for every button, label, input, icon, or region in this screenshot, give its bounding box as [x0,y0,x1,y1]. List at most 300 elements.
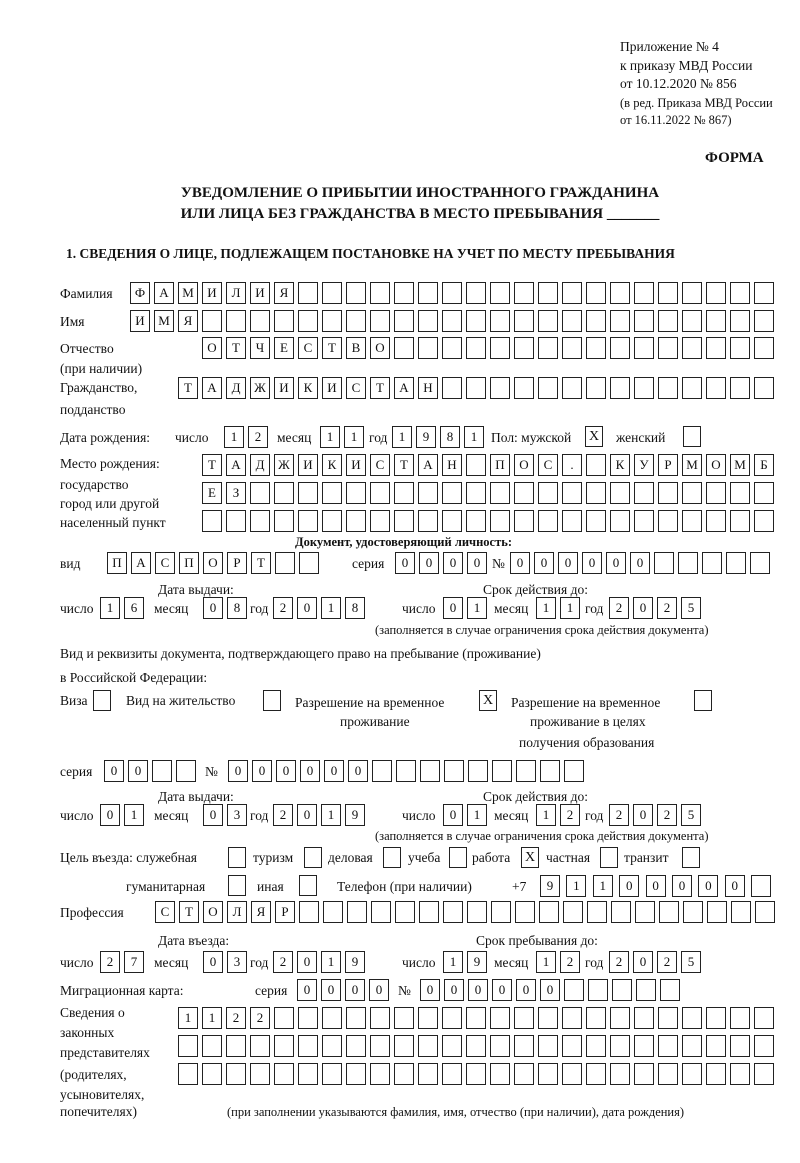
char-box[interactable]: 2 [273,597,293,619]
char-box[interactable]: 0 [540,979,560,1001]
char-box[interactable]: П [107,552,127,574]
char-box[interactable]: П [490,454,510,476]
char-box[interactable] [370,510,390,532]
char-box[interactable]: Е [202,482,222,504]
char-box[interactable] [514,282,534,304]
char-box[interactable] [586,282,606,304]
char-box[interactable] [466,454,486,476]
char-box[interactable] [442,377,462,399]
char-box[interactable] [466,310,486,332]
char-box[interactable] [372,760,392,782]
char-box[interactable]: Я [251,901,271,923]
char-box[interactable]: 0 [633,597,653,619]
char-box[interactable] [490,1063,510,1085]
char-box[interactable]: 0 [228,760,248,782]
char-box[interactable] [418,1035,438,1057]
char-box[interactable]: 2 [609,951,629,973]
char-box[interactable]: С [370,454,390,476]
char-box[interactable] [298,1063,318,1085]
char-box[interactable] [706,510,726,532]
char-box[interactable] [586,310,606,332]
char-box[interactable] [298,1035,318,1057]
char-box[interactable]: И [322,377,342,399]
char-box[interactable] [706,482,726,504]
char-box[interactable]: Ч [250,337,270,359]
char-box[interactable] [754,337,774,359]
char-box[interactable] [538,310,558,332]
char-box[interactable]: 0 [300,760,320,782]
char-box[interactable] [610,1063,630,1085]
char-box[interactable]: 0 [297,979,317,1001]
char-box[interactable]: 2 [657,951,677,973]
char-box[interactable]: О [706,454,726,476]
char-box[interactable] [610,1007,630,1029]
char-box[interactable]: 1 [321,804,341,826]
char-box[interactable] [490,310,510,332]
char-box[interactable] [152,760,172,782]
char-box[interactable]: Р [658,454,678,476]
char-box[interactable] [538,482,558,504]
char-box[interactable] [635,901,655,923]
sex-female-checkbox[interactable] [683,426,701,447]
char-box[interactable]: 0 [467,552,487,574]
char-box[interactable] [611,901,631,923]
char-box[interactable] [250,482,270,504]
sex-male-checkbox[interactable]: X [585,426,603,447]
char-box[interactable]: 0 [633,804,653,826]
char-box[interactable] [682,1063,702,1085]
char-box[interactable]: 0 [345,979,365,1001]
char-box[interactable]: 0 [203,804,223,826]
char-box[interactable]: Т [226,337,246,359]
char-box[interactable] [658,282,678,304]
char-box[interactable] [754,1063,774,1085]
char-box[interactable]: Н [418,377,438,399]
char-box[interactable]: А [202,377,222,399]
char-box[interactable] [467,901,487,923]
char-box[interactable] [636,979,656,1001]
char-box[interactable] [586,1007,606,1029]
char-box[interactable]: М [730,454,750,476]
temp-permit-checkbox[interactable]: X [479,690,497,711]
char-box[interactable] [418,510,438,532]
char-box[interactable] [418,1007,438,1029]
char-box[interactable] [586,454,606,476]
char-box[interactable] [706,310,726,332]
char-box[interactable] [562,310,582,332]
char-box[interactable] [347,901,367,923]
char-box[interactable]: 0 [725,875,745,897]
char-box[interactable] [731,901,751,923]
char-box[interactable]: 2 [273,804,293,826]
char-box[interactable]: Я [178,310,198,332]
char-box[interactable]: 0 [468,979,488,1001]
char-box[interactable] [418,282,438,304]
char-box[interactable] [538,510,558,532]
char-box[interactable] [466,482,486,504]
char-box[interactable]: А [226,454,246,476]
char-box[interactable]: 3 [227,951,247,973]
char-box[interactable] [250,1035,270,1057]
char-box[interactable]: 0 [492,979,512,1001]
char-box[interactable] [634,282,654,304]
char-box[interactable]: 1 [536,804,556,826]
char-box[interactable] [754,1035,774,1057]
char-box[interactable]: И [274,377,294,399]
char-box[interactable]: О [202,337,222,359]
char-box[interactable]: 0 [443,597,463,619]
char-box[interactable] [370,282,390,304]
purpose-humanitarian-checkbox[interactable] [228,875,246,896]
char-box[interactable] [250,310,270,332]
char-box[interactable] [562,1063,582,1085]
char-box[interactable] [634,377,654,399]
char-box[interactable]: О [514,454,534,476]
char-box[interactable] [730,482,750,504]
char-box[interactable]: 1 [320,426,340,448]
char-box[interactable] [490,337,510,359]
char-box[interactable]: 1 [344,426,364,448]
char-box[interactable] [274,1007,294,1029]
char-box[interactable]: А [154,282,174,304]
char-box[interactable] [370,310,390,332]
char-box[interactable] [274,1063,294,1085]
char-box[interactable] [346,310,366,332]
char-box[interactable]: Ф [130,282,150,304]
char-box[interactable] [682,337,702,359]
char-box[interactable] [706,282,726,304]
char-box[interactable] [394,1063,414,1085]
char-box[interactable]: 0 [128,760,148,782]
char-box[interactable] [322,1063,342,1085]
char-box[interactable] [442,337,462,359]
char-box[interactable]: О [370,337,390,359]
char-box[interactable]: 0 [276,760,296,782]
char-box[interactable]: 0 [582,552,602,574]
char-box[interactable] [587,901,607,923]
char-box[interactable]: 8 [440,426,460,448]
char-box[interactable]: 9 [416,426,436,448]
char-box[interactable] [730,337,750,359]
char-box[interactable] [298,482,318,504]
char-box[interactable] [396,760,416,782]
char-box[interactable] [490,1035,510,1057]
char-box[interactable] [658,482,678,504]
char-box[interactable] [466,282,486,304]
char-box[interactable]: Ж [274,454,294,476]
char-box[interactable] [634,482,654,504]
char-box[interactable] [490,1007,510,1029]
char-box[interactable] [226,1035,246,1057]
char-box[interactable] [514,377,534,399]
char-box[interactable] [274,482,294,504]
char-box[interactable] [442,482,462,504]
char-box[interactable] [322,1035,342,1057]
char-box[interactable]: 0 [420,979,440,1001]
char-box[interactable]: З [226,482,246,504]
char-box[interactable]: 0 [606,552,626,574]
char-box[interactable] [683,901,703,923]
char-box[interactable] [442,510,462,532]
char-box[interactable]: 8 [345,597,365,619]
char-box[interactable]: М [154,310,174,332]
char-box[interactable]: 1 [178,1007,198,1029]
char-box[interactable] [298,282,318,304]
char-box[interactable] [538,1063,558,1085]
residence-permit-checkbox[interactable] [263,690,281,711]
char-box[interactable] [682,1035,702,1057]
char-box[interactable]: 1 [443,951,463,973]
char-box[interactable] [466,377,486,399]
char-box[interactable] [418,1063,438,1085]
char-box[interactable] [706,1035,726,1057]
char-box[interactable] [562,1035,582,1057]
char-box[interactable] [442,282,462,304]
char-box[interactable] [658,377,678,399]
char-box[interactable]: Е [274,337,294,359]
char-box[interactable] [176,760,196,782]
char-box[interactable]: Т [370,377,390,399]
char-box[interactable] [658,1035,678,1057]
char-box[interactable] [538,337,558,359]
char-box[interactable] [562,337,582,359]
char-box[interactable] [539,901,559,923]
char-box[interactable] [418,337,438,359]
char-box[interactable]: 1 [566,875,586,897]
char-box[interactable] [514,510,534,532]
char-box[interactable] [610,282,630,304]
char-box[interactable]: А [418,454,438,476]
char-box[interactable]: Т [394,454,414,476]
char-box[interactable] [346,1007,366,1029]
char-box[interactable] [730,282,750,304]
char-box[interactable] [394,482,414,504]
char-box[interactable]: 2 [609,804,629,826]
char-box[interactable]: 1 [464,426,484,448]
char-box[interactable]: Р [275,901,295,923]
char-box[interactable] [178,1035,198,1057]
char-box[interactable] [250,510,270,532]
char-box[interactable] [514,1063,534,1085]
char-box[interactable]: С [538,454,558,476]
char-box[interactable] [299,901,319,923]
char-box[interactable]: 0 [348,760,368,782]
char-box[interactable] [754,377,774,399]
char-box[interactable] [610,1035,630,1057]
char-box[interactable] [346,510,366,532]
char-box[interactable]: 1 [321,597,341,619]
char-box[interactable] [658,1007,678,1029]
char-box[interactable]: К [298,377,318,399]
purpose-business-checkbox[interactable] [383,847,401,868]
char-box[interactable]: С [346,377,366,399]
char-box[interactable] [755,901,775,923]
purpose-private-checkbox[interactable] [600,847,618,868]
char-box[interactable] [466,337,486,359]
char-box[interactable] [634,337,654,359]
char-box[interactable] [202,1063,222,1085]
char-box[interactable]: 0 [419,552,439,574]
char-box[interactable]: В [346,337,366,359]
char-box[interactable]: 0 [672,875,692,897]
char-box[interactable] [754,1007,774,1029]
char-box[interactable] [420,760,440,782]
char-box[interactable]: Т [179,901,199,923]
char-box[interactable]: И [298,454,318,476]
char-box[interactable] [750,552,770,574]
char-box[interactable] [564,979,584,1001]
char-box[interactable]: 2 [560,951,580,973]
char-box[interactable] [490,377,510,399]
char-box[interactable] [678,552,698,574]
char-box[interactable] [612,979,632,1001]
char-box[interactable] [726,552,746,574]
char-box[interactable] [634,1063,654,1085]
purpose-official-checkbox[interactable] [228,847,246,868]
char-box[interactable] [202,1035,222,1057]
char-box[interactable]: 0 [630,552,650,574]
char-box[interactable]: П [179,552,199,574]
char-box[interactable] [418,310,438,332]
char-box[interactable] [660,979,680,1001]
purpose-study-checkbox[interactable] [449,847,467,868]
char-box[interactable] [538,1035,558,1057]
char-box[interactable] [730,510,750,532]
char-box[interactable] [394,282,414,304]
char-box[interactable] [730,1007,750,1029]
char-box[interactable]: М [682,454,702,476]
char-box[interactable]: 0 [100,804,120,826]
char-box[interactable]: 0 [558,552,578,574]
char-box[interactable] [682,482,702,504]
char-box[interactable] [226,310,246,332]
char-box[interactable] [658,510,678,532]
char-box[interactable] [323,901,343,923]
char-box[interactable]: 1 [560,597,580,619]
char-box[interactable] [682,510,702,532]
char-box[interactable]: Т [178,377,198,399]
char-box[interactable] [564,760,584,782]
char-box[interactable]: 0 [534,552,554,574]
char-box[interactable]: 0 [203,597,223,619]
char-box[interactable] [419,901,439,923]
char-box[interactable]: Д [226,377,246,399]
char-box[interactable] [562,1007,582,1029]
char-box[interactable] [178,1063,198,1085]
char-box[interactable] [370,1007,390,1029]
char-box[interactable]: Л [226,282,246,304]
char-box[interactable] [491,901,511,923]
char-box[interactable]: 2 [226,1007,246,1029]
char-box[interactable]: У [634,454,654,476]
char-box[interactable] [754,510,774,532]
char-box[interactable] [586,510,606,532]
char-box[interactable]: 0 [619,875,639,897]
char-box[interactable] [514,1035,534,1057]
char-box[interactable]: И [202,282,222,304]
char-box[interactable]: 9 [467,951,487,973]
char-box[interactable] [682,377,702,399]
char-box[interactable] [298,510,318,532]
char-box[interactable] [418,482,438,504]
char-box[interactable] [730,1035,750,1057]
char-box[interactable]: 9 [345,804,365,826]
char-box[interactable] [658,310,678,332]
char-box[interactable]: 0 [510,552,530,574]
char-box[interactable]: С [155,901,175,923]
char-box[interactable]: 1 [467,804,487,826]
char-box[interactable] [442,1035,462,1057]
char-box[interactable] [443,901,463,923]
char-box[interactable] [466,510,486,532]
char-box[interactable]: 0 [104,760,124,782]
char-box[interactable] [754,482,774,504]
char-box[interactable]: 1 [224,426,244,448]
char-box[interactable] [466,1007,486,1029]
char-box[interactable]: И [250,282,270,304]
char-box[interactable] [730,377,750,399]
char-box[interactable]: 2 [100,951,120,973]
char-box[interactable]: И [130,310,150,332]
char-box[interactable] [394,510,414,532]
char-box[interactable] [322,310,342,332]
char-box[interactable] [586,377,606,399]
char-box[interactable]: 5 [681,804,701,826]
char-box[interactable] [702,552,722,574]
char-box[interactable] [274,510,294,532]
char-box[interactable] [754,282,774,304]
char-box[interactable] [538,1007,558,1029]
purpose-other-checkbox[interactable] [299,875,317,896]
char-box[interactable] [514,1007,534,1029]
char-box[interactable]: 0 [646,875,666,897]
char-box[interactable] [275,552,295,574]
char-box[interactable] [394,1035,414,1057]
char-box[interactable]: 2 [560,804,580,826]
char-box[interactable] [540,760,560,782]
purpose-work-checkbox[interactable]: X [521,847,539,868]
char-box[interactable]: 2 [657,597,677,619]
char-box[interactable] [634,510,654,532]
char-box[interactable] [610,377,630,399]
char-box[interactable] [274,310,294,332]
char-box[interactable]: Ж [250,377,270,399]
char-box[interactable] [466,1035,486,1057]
char-box[interactable] [562,482,582,504]
char-box[interactable]: А [131,552,151,574]
char-box[interactable] [730,1063,750,1085]
char-box[interactable] [610,510,630,532]
char-box[interactable]: 1 [392,426,412,448]
char-box[interactable]: 3 [227,804,247,826]
char-box[interactable] [659,901,679,923]
char-box[interactable]: 1 [467,597,487,619]
char-box[interactable] [226,510,246,532]
char-box[interactable]: О [203,901,223,923]
char-box[interactable] [202,510,222,532]
char-box[interactable] [730,310,750,332]
char-box[interactable] [442,1007,462,1029]
char-box[interactable]: 2 [248,426,268,448]
char-box[interactable]: И [346,454,366,476]
char-box[interactable] [202,310,222,332]
visa-checkbox[interactable] [93,690,111,711]
char-box[interactable] [490,282,510,304]
char-box[interactable] [588,979,608,1001]
char-box[interactable]: 2 [250,1007,270,1029]
char-box[interactable] [394,337,414,359]
char-box[interactable] [492,760,512,782]
